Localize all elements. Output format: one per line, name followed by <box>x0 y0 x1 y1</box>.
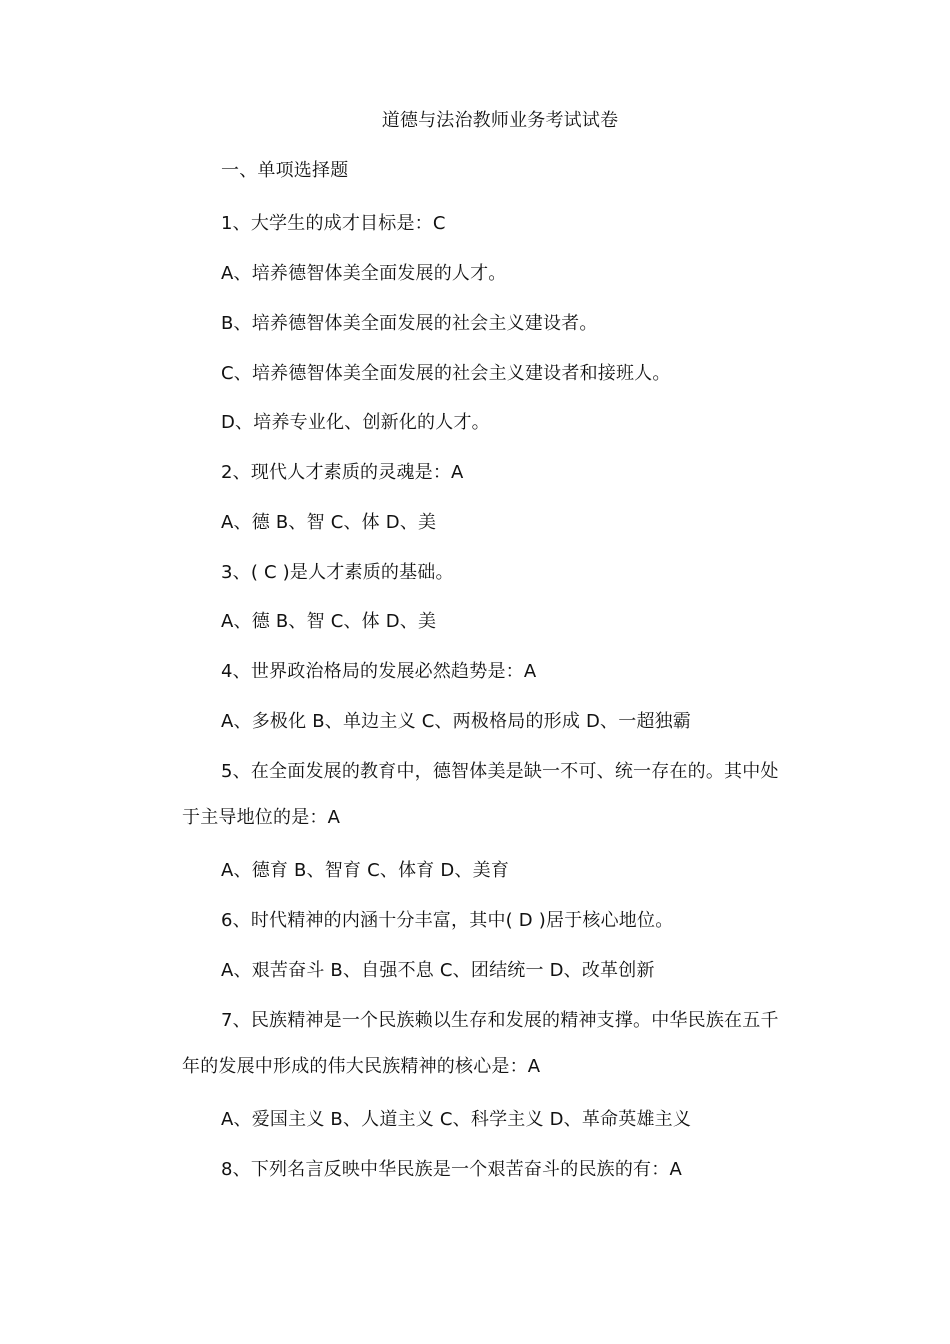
question-4: 4、世界政治格局的发展必然趋势是：A <box>221 661 537 682</box>
page-title: 道德与法治教师业务考试试卷 <box>381 110 619 131</box>
question-1-option-c: C、培养德智体美全面发展的社会主义建设者和接班人。 <box>221 363 671 384</box>
question-3: 3、( C )是人才素质的基础。 <box>221 562 454 583</box>
question-6-options: A、艰苦奋斗 B、自强不息 C、团结统一 D、改革创新 <box>221 960 655 981</box>
question-7-options: A、爱国主义 B、人道主义 C、科学主义 D、革命英雄主义 <box>221 1109 692 1130</box>
question-7-line-1: 7、民族精神是一个民族赖以生存和发展的精神支撑。中华民族在五千 <box>221 1010 779 1031</box>
question-2: 2、现代人才素质的灵魂是：A <box>221 462 464 483</box>
question-1-option-a: A、培养德智体美全面发展的人才。 <box>221 263 507 284</box>
question-1: 1、大学生的成才目标是：C <box>221 213 446 234</box>
section-heading: 一、单项选择题 <box>221 160 349 181</box>
question-3-options: A、德 B、智 C、体 D、美 <box>221 611 437 632</box>
question-5-line-2: 于主导地位的是：A <box>182 807 341 828</box>
question-5-line-1: 5、在全面发展的教育中，德智体美是缺一不可、统一存在的。其中处 <box>221 761 779 782</box>
question-2-options: A、德 B、智 C、体 D、美 <box>221 512 437 533</box>
question-1-option-b: B、培养德智体美全面发展的社会主义建设者。 <box>221 313 598 334</box>
question-4-options: A、多极化 B、单边主义 C、两极格局的形成 D、一超独霸 <box>221 711 692 732</box>
question-1-option-d: D、培养专业化、创新化的人才。 <box>221 412 490 433</box>
question-7-line-2: 年的发展中形成的伟大民族精神的核心是：A <box>182 1056 541 1077</box>
question-8: 8、下列名言反映中华民族是一个艰苦奋斗的民族的有：A <box>221 1159 682 1180</box>
question-5-options: A、德育 B、智育 C、体育 D、美育 <box>221 860 510 881</box>
question-6: 6、时代精神的内涵十分丰富，其中( D )居于核心地位。 <box>221 910 674 931</box>
